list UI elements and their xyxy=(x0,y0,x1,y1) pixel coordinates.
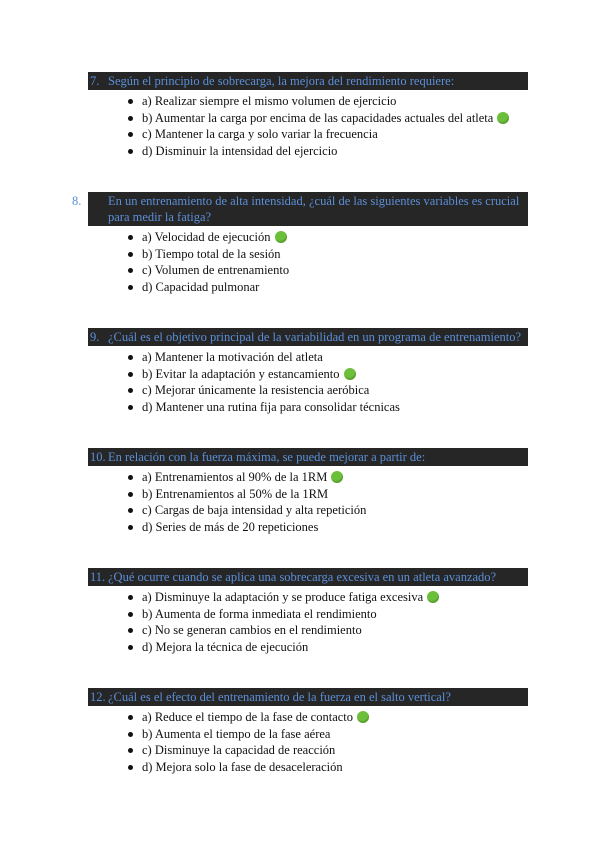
option-label: c) Mantener la carga y solo variar la frecuencia xyxy=(142,127,378,141)
option-b xyxy=(88,366,528,383)
option-label: d) Capacidad pulmonar xyxy=(142,279,260,294)
option-a xyxy=(88,589,528,606)
option-d xyxy=(88,639,528,656)
option-label: c) Volumen de entrenamiento xyxy=(142,263,290,277)
question-11 xyxy=(88,568,528,655)
option-d xyxy=(88,519,528,536)
question-text: Según el principio de sobrecarga, la mejora del rendimiento requiere: xyxy=(108,74,455,88)
question-12 xyxy=(88,688,528,775)
question-number: 12. xyxy=(90,690,106,704)
option-label: b) Aumentar la carga por encima de las capacidades actuales del atleta xyxy=(142,110,494,125)
option-label: a) Realizar siempre el mismo volumen de ejercicio xyxy=(142,94,397,108)
option-label: b) Evitar la adaptación y estancamiento xyxy=(142,366,340,381)
correct-answer-icon xyxy=(427,591,439,603)
correct-answer-icon xyxy=(275,231,287,243)
question-header xyxy=(88,72,528,90)
option-label: a) Velocidad de ejecución xyxy=(142,230,271,244)
question-number: 9. xyxy=(90,330,100,344)
option-label: a) Reduce el tiempo de la fase de contacto xyxy=(142,710,354,724)
question-number: 8. xyxy=(72,194,82,208)
question-10 xyxy=(88,448,528,535)
option-c xyxy=(88,622,528,639)
options-list xyxy=(88,709,528,775)
question-text: ¿Cuál es el efecto del entrenamiento de la fuerza en el salto vertical? xyxy=(108,690,451,704)
option-label: d) Disminuir la intensidad del ejercicio xyxy=(142,143,338,158)
question-header xyxy=(88,568,528,586)
question-7 xyxy=(88,72,528,159)
option-label: a) Entrenamientos al 90% de la 1RM xyxy=(142,470,328,484)
question-header xyxy=(72,192,528,226)
option-a xyxy=(88,229,528,246)
question-number: 10. xyxy=(90,450,106,464)
option-a xyxy=(88,709,528,726)
option-label: b) Aumenta de forma inmediata el rendimiento xyxy=(142,606,377,621)
option-a xyxy=(88,93,528,110)
option-label: d) Series de más de 20 repeticiones xyxy=(142,519,319,534)
option-label: c) Cargas de baja intensidad y alta repetición xyxy=(142,503,367,517)
question-text: ¿Qué ocurre cuando se aplica una sobrecarga excesiva en un atleta avanzado? xyxy=(108,570,497,584)
correct-answer-icon xyxy=(331,471,343,483)
option-label: c) No se generan cambios en el rendimiento xyxy=(142,623,362,637)
options-list xyxy=(88,93,528,159)
options-list xyxy=(88,349,528,415)
option-b xyxy=(88,606,528,623)
question-number: 7. xyxy=(90,74,100,88)
option-d xyxy=(88,399,528,416)
option-label: a) Mantener la motivación del atleta xyxy=(142,350,323,364)
option-c xyxy=(88,502,528,519)
options-list xyxy=(88,589,528,655)
option-label: b) Aumenta el tiempo de la fase aérea xyxy=(142,726,331,741)
option-label: c) Disminuye la capacidad de reacción xyxy=(142,743,336,757)
question-header xyxy=(88,448,528,466)
option-label: b) Tiempo total de la sesión xyxy=(142,246,281,261)
option-d xyxy=(88,759,528,776)
option-label: d) Mejora la técnica de ejecución xyxy=(142,639,309,654)
option-a xyxy=(88,349,528,366)
question-text: En relación con la fuerza máxima, se puede mejorar a partir de: xyxy=(108,450,426,464)
question-8 xyxy=(72,192,528,295)
option-d xyxy=(88,143,528,160)
options-list xyxy=(88,469,528,535)
option-c xyxy=(88,742,528,759)
option-label: a) Disminuye la adaptación y se produce fatiga excesiva xyxy=(142,590,424,604)
question-header xyxy=(88,688,528,706)
option-label: d) Mejora solo la fase de desaceleración xyxy=(142,759,343,774)
option-b xyxy=(88,110,528,127)
correct-answer-icon xyxy=(344,368,356,380)
option-c xyxy=(88,126,528,143)
option-b xyxy=(88,726,528,743)
option-b xyxy=(88,246,528,263)
question-text: ¿Cuál es el objetivo principal de la variabilidad en un programa de entrenamiento? xyxy=(108,330,522,344)
option-b xyxy=(88,486,528,503)
question-text: En un entrenamiento de alta intensidad, ¿cuál de las siguientes variables es crucial para medir la fatiga? xyxy=(108,194,520,224)
question-header xyxy=(88,328,528,346)
option-a xyxy=(88,469,528,486)
correct-answer-icon xyxy=(357,711,369,723)
options-list xyxy=(88,229,528,295)
option-d xyxy=(88,279,528,296)
question-number: 11. xyxy=(90,570,106,584)
option-label: c) Mejorar únicamente la resistencia aeróbica xyxy=(142,383,370,397)
option-label: b) Entrenamientos al 50% de la 1RM xyxy=(142,486,329,501)
option-c xyxy=(88,262,528,279)
correct-answer-icon xyxy=(497,112,509,124)
question-9 xyxy=(88,328,528,415)
option-label: d) Mantener una rutina fija para consolidar técnicas xyxy=(142,399,400,414)
option-c xyxy=(88,382,528,399)
